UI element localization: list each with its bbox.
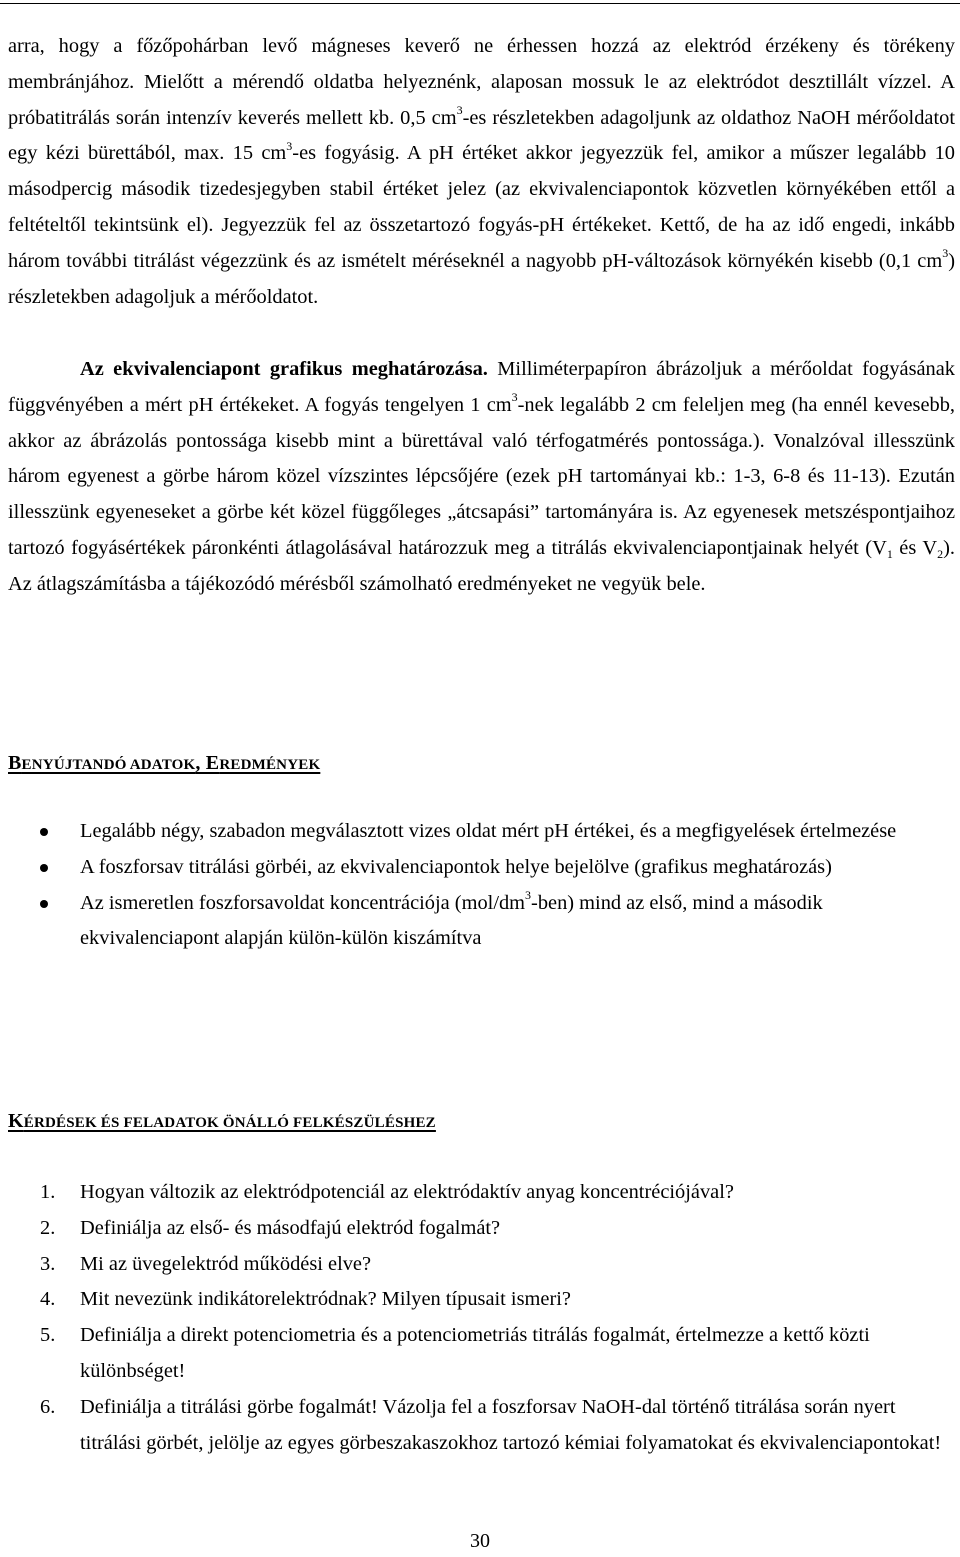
question-item <box>0 1175 950 1211</box>
question-text: Definiálja a titrálási görbe fogalmát! Vázolja fel a foszforsav NaOH-dal történő titrálása során nyert titrálási görbét, jelölje az egyes görbeszakaszokhoz tartozó kémiai folyamatokat és ekvivalenciapontokat! <box>80 1395 942 1454</box>
questions-list <box>0 1175 960 1461</box>
superscript: 3 <box>286 138 293 153</box>
question-number: 2. <box>40 1216 56 1239</box>
question-item <box>0 1211 950 1247</box>
question-number: 5. <box>40 1324 56 1347</box>
question-number: 1. <box>40 1181 56 1203</box>
text-run: és V <box>892 536 938 559</box>
text-run: -es fogyásig. A pH értéket akkor jegyezzük fel, amikor a műszer legalább 10 másodpercig második tizedesjegyben stabil értéket jelez (az ekvivalenciapontok közvetlen környékében ettől a feltételtől tekintsünk el). Jegyezzük fel az összetartozó fogyás-pH értékeket. Kettő, de ha az idő engedi, inkább három további titrálást végezzünk és az ismételt méréseknél a nagyobb pH-változások környékén kisebb (0,1 cm <box>8 142 955 272</box>
section-heading-results <box>8 752 320 775</box>
text-run: arra, hogy a főzőpohárban levő mágneses keverő ne érhessen hozzá az elektród érzékeny és törékeny membránjához. Mielőtt a mérendő oldatba helyeznénk, alaposan mossuk le az elektródot desztillált vízzel. A próbatitrálás során intenzív keverés mellett kb. 0,5 cm <box>8 35 955 129</box>
superscript: 3 <box>525 887 532 902</box>
page-number: 30 <box>470 1530 490 1552</box>
question-text: Mi az üvegelektród működési elve? <box>80 1252 372 1275</box>
question-number: 3. <box>40 1252 56 1275</box>
question-text: Hogyan változik az elektródpotenciál az elektródaktív anyag koncentréciójával? <box>80 1181 734 1203</box>
results-bullet-list <box>0 814 960 957</box>
heading-part: ÉRDÉSEK ÉS FELADATOK ÖNÁLLÓ FELKÉSZÜLÉSHEZ <box>23 1115 436 1131</box>
question-number: 4. <box>40 1288 56 1311</box>
subscript: 1 <box>886 546 893 561</box>
list-item <box>0 886 900 958</box>
question-item <box>0 1318 950 1390</box>
bold-lead-in: Az ekvivalenciapont grafikus meghatározása. <box>80 358 488 380</box>
list-item-text: A foszforsav titrálási görbéi, az ekvivalenciapontok helye bejelölve (grafikus meghatározás) <box>80 855 832 878</box>
heading-part: K <box>8 1110 24 1132</box>
question-item <box>0 1390 950 1462</box>
heading-part: REDMÉNYEK <box>219 757 321 773</box>
bullet-icon <box>40 900 48 908</box>
question-text: Definiálja az első- és másodfajú elektród fogalmát? <box>80 1216 501 1239</box>
heading-part: B <box>8 752 22 774</box>
text-run: Milliméterpapíron ábrázoljuk a mérőoldat fogyásának függvényében a mért pH értékeket. A fogyás tengelyen 1 cm <box>8 358 955 416</box>
list-item <box>0 850 900 886</box>
bullet-icon <box>40 828 48 836</box>
paragraph-graphical-determination <box>8 352 955 603</box>
text-run: -es részletekben adagoljunk az oldathoz NaOH mérőoldatot egy kézi bürettából, max. 15 cm <box>8 106 955 165</box>
superscript: 3 <box>456 102 463 117</box>
section-heading-questions <box>8 1110 436 1133</box>
superscript: 3 <box>942 245 949 260</box>
subscript: 2 <box>937 546 944 561</box>
text-run: ) részletekben adagoljuk a mérőoldatot. <box>8 249 955 308</box>
heading-part: ENYÚJTANDÓ ADATOK <box>21 757 196 773</box>
question-item <box>0 1247 950 1283</box>
top-rule <box>0 3 960 4</box>
list-item-text: -ben) mind az első, mind a második ekvivalenciapont alapján külön-külön kiszámítva <box>80 891 823 950</box>
bullet-icon <box>40 864 48 872</box>
text-run: -nek legalább 2 cm feleljen meg (ha ennél kevesebb, akkor az ábrázolás pontossága kisebb mint a bürettával való térfogatmérés pontossága.). Vonalzóval illesszünk három egyenest a görbe három közel vízszintes lépcsőjére (ezek pH tartományai kb.: 1-3, 6-8 és 11-13). Ezután illesszünk egyeneseket a görbe két közel függőleges „átcsapási” tartományára is. Az egyenesek metszéspontjaihoz tartozó fogyásértékek páronkénti átlagolásával határozzuk meg a titrálás ekvivalenciapontjainak helyét (V <box>8 393 955 559</box>
text-run: ). Az átlagszámításba a tájékozódó mérésből számolható eredményeket ne vegyük bele. <box>8 536 955 595</box>
question-text: Mit nevezünk indikátorelektródnak? Milyen típusait ismeri? <box>80 1288 571 1311</box>
superscript: 3 <box>511 390 518 404</box>
question-text: Definiálja a direkt potenciometria és a potenciometriás titrálás fogalmát, értelmezze a kettő közti különbséget! <box>80 1324 870 1382</box>
list-item-text: Az ismeretlen foszforsavoldat koncentrációja (mol/dm <box>80 891 526 914</box>
question-item <box>0 1282 950 1318</box>
heading-part: , E <box>195 752 220 774</box>
question-number: 6. <box>40 1395 56 1418</box>
list-item-text: Legalább négy, szabadon megválasztott vizes oldat mért pH értékei, és a megfigyelések értelmezése <box>80 820 897 842</box>
paragraph-procedure <box>8 29 955 315</box>
list-item <box>0 814 900 850</box>
